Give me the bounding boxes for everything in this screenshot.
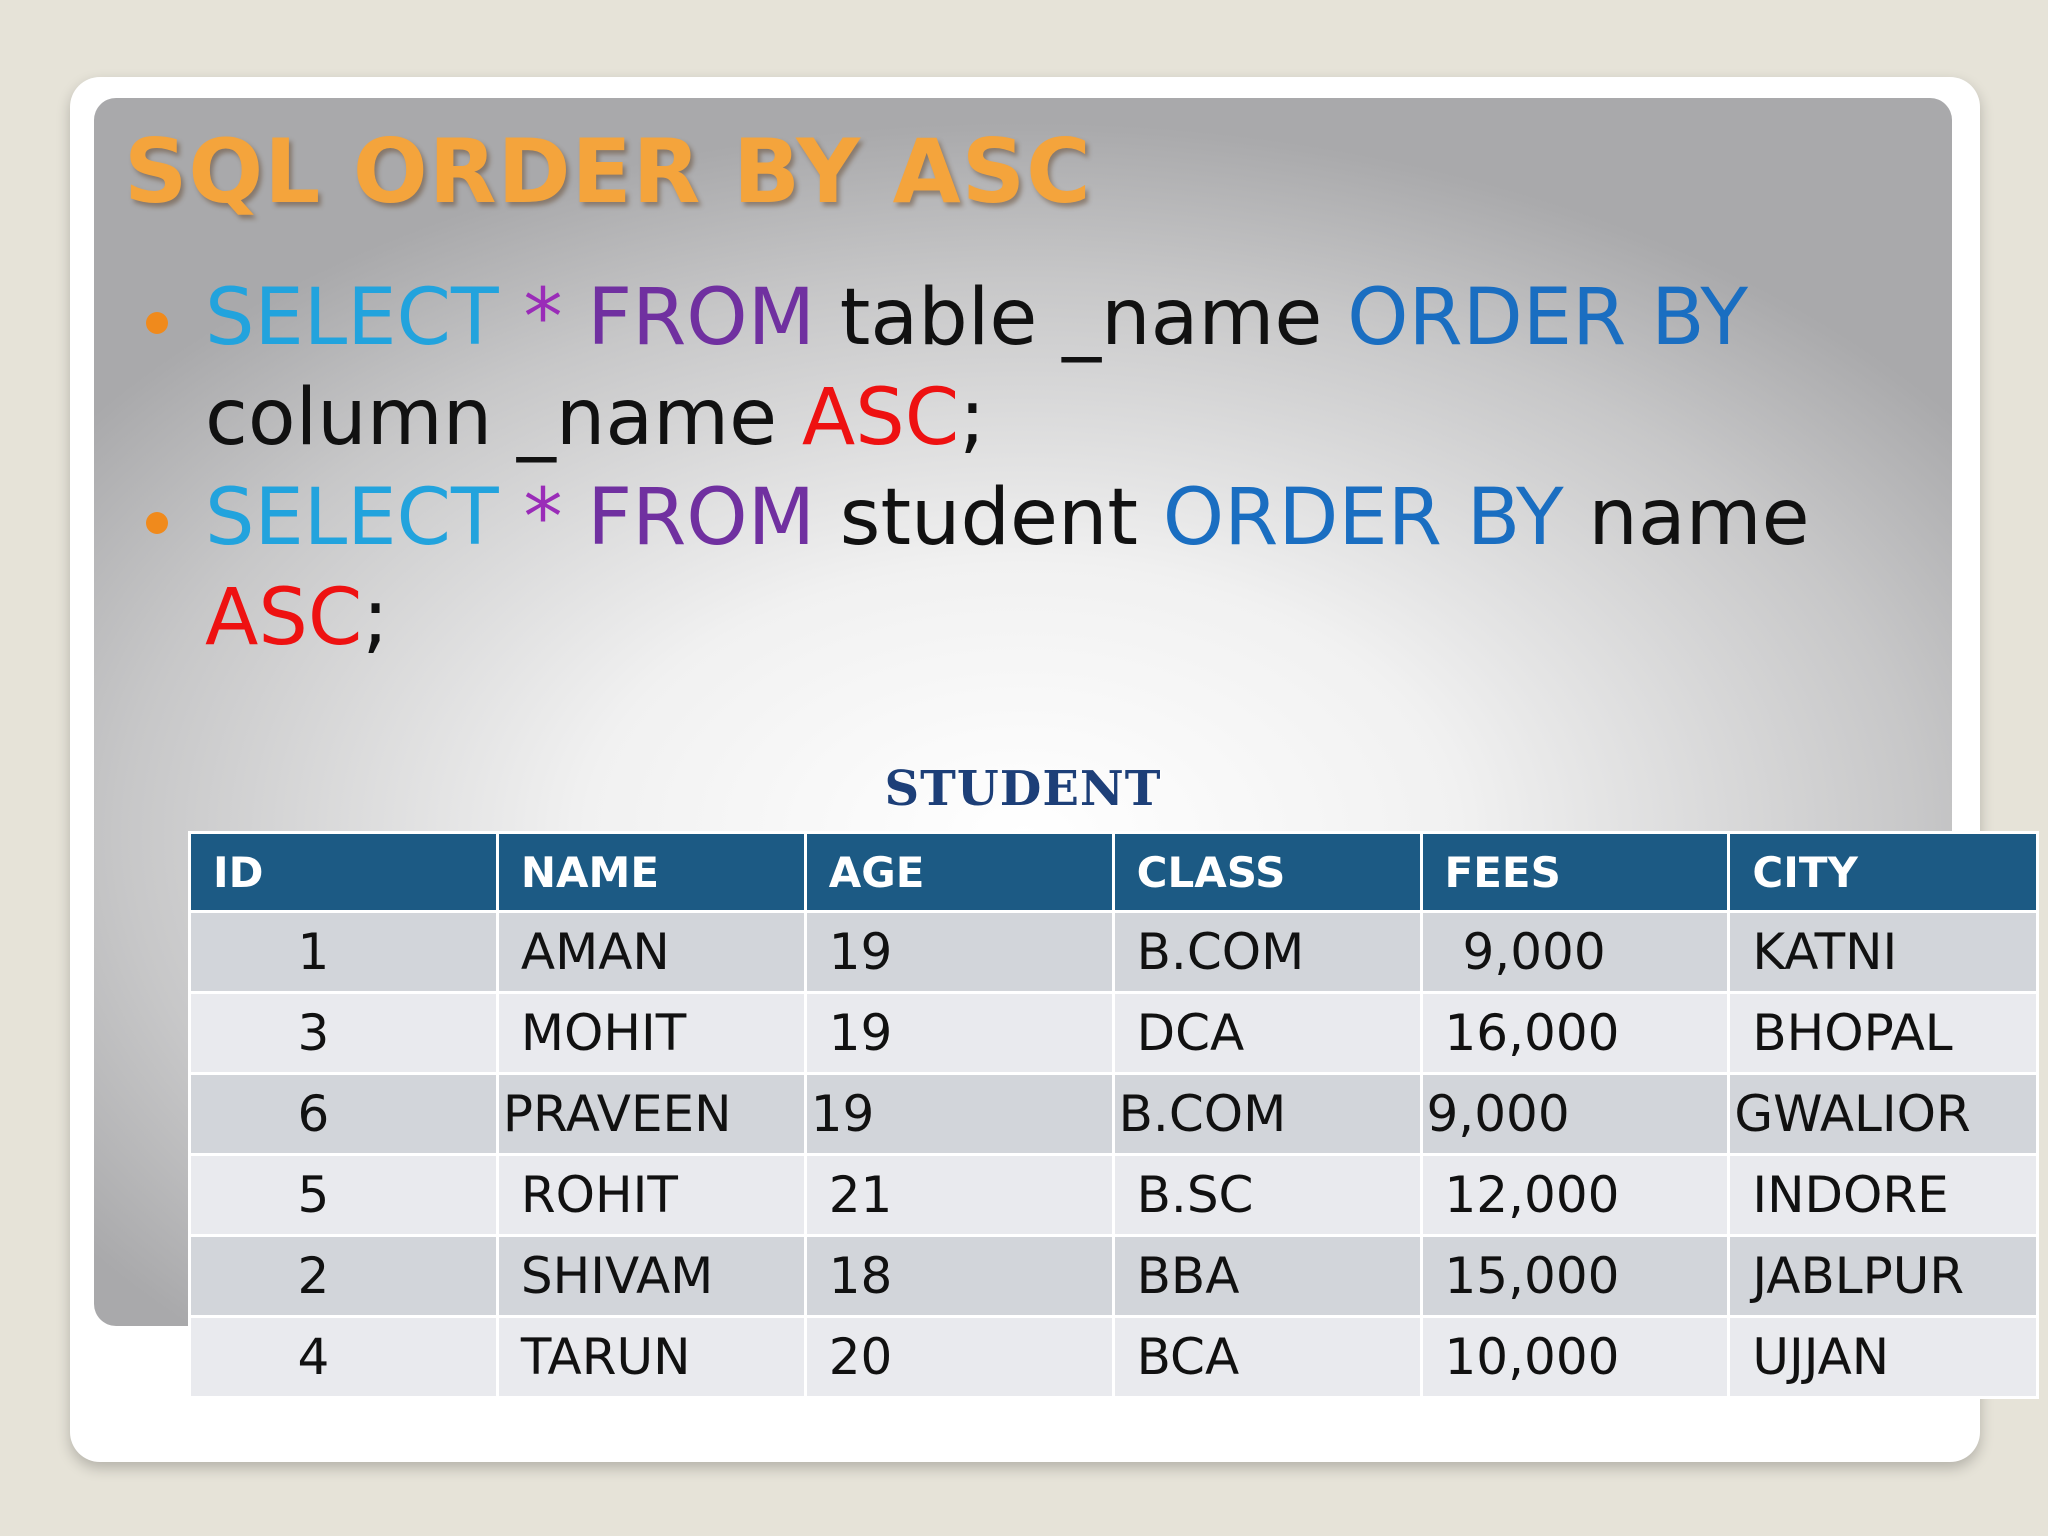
- table-row: [190, 993, 2038, 1074]
- keyword-from: FROM: [587, 473, 816, 563]
- bullet-item-1: [94, 268, 1952, 468]
- table-row: [190, 1317, 2038, 1398]
- cell-name: TARUN: [497, 1317, 805, 1398]
- cell-id: 6: [190, 1074, 498, 1155]
- bullet-item-2: [94, 468, 1952, 668]
- cell-city: JABLPUR: [1729, 1236, 2038, 1317]
- cell-class: BBA: [1113, 1236, 1421, 1317]
- header-name: NAME: [497, 833, 805, 912]
- table-name-text: table _name: [815, 273, 1348, 363]
- cell-class: B.COM: [1113, 1074, 1421, 1155]
- cell-fees: 9,000: [1421, 912, 1729, 993]
- cell-id: 5: [190, 1155, 498, 1236]
- header-id: ID: [190, 833, 498, 912]
- cell-fees: 16,000: [1421, 993, 1729, 1074]
- bullet-2-line-1: [205, 468, 1952, 568]
- cell-id: 3: [190, 993, 498, 1074]
- semicolon: ;: [362, 573, 389, 663]
- cell-city: UJJAN: [1729, 1317, 2038, 1398]
- bullet-2-line-2: [205, 568, 1952, 668]
- table-header-row: [190, 833, 2038, 912]
- cell-age: 19: [805, 1074, 1113, 1155]
- keyword-select: SELECT: [205, 273, 499, 363]
- header-age: AGE: [805, 833, 1113, 912]
- cell-fees: 15,000: [1421, 1236, 1729, 1317]
- cell-name: ROHIT: [497, 1155, 805, 1236]
- cell-id: 1: [190, 912, 498, 993]
- cell-age: 20: [805, 1317, 1113, 1398]
- table-row: [190, 912, 2038, 993]
- keyword-select: SELECT: [205, 473, 499, 563]
- column-name-text: column _name: [205, 373, 802, 463]
- keyword-asc: ASC: [205, 573, 363, 663]
- bullet-dot-icon: [146, 512, 168, 534]
- cell-fees: 9,000: [1421, 1074, 1729, 1155]
- table-caption: STUDENT: [884, 761, 1162, 817]
- keyword-order-by: ORDER BY: [1162, 473, 1564, 563]
- table-row: [190, 1074, 2038, 1155]
- cell-id: 2: [190, 1236, 498, 1317]
- student-table: [188, 831, 2039, 1399]
- header-class: CLASS: [1113, 833, 1421, 912]
- cell-city: INDORE: [1729, 1155, 2038, 1236]
- table-row: [190, 1155, 2038, 1236]
- column-name-text: name: [1563, 473, 1810, 563]
- keyword-star: *: [498, 273, 588, 363]
- bullet-1-line-2: [205, 368, 1952, 468]
- table-name-text: student: [815, 473, 1163, 563]
- cell-city: GWALIOR: [1729, 1074, 2038, 1155]
- keyword-star: *: [498, 473, 588, 563]
- keyword-asc: ASC: [801, 373, 960, 463]
- cell-name: AMAN: [497, 912, 805, 993]
- keyword-order-by: ORDER BY: [1347, 273, 1748, 363]
- bullet-list: [94, 268, 1952, 668]
- cell-class: B.COM: [1113, 912, 1421, 993]
- cell-age: 21: [805, 1155, 1113, 1236]
- bullet-1-line-1: [205, 268, 1952, 368]
- cell-name: SHIVAM: [497, 1236, 805, 1317]
- semicolon: ;: [959, 373, 986, 463]
- cell-age: 19: [805, 993, 1113, 1074]
- cell-class: DCA: [1113, 993, 1421, 1074]
- cell-class: BCA: [1113, 1317, 1421, 1398]
- cell-class: B.SC: [1113, 1155, 1421, 1236]
- slide-title: SQL ORDER BY ASC: [124, 120, 1092, 223]
- keyword-from: FROM: [587, 273, 816, 363]
- cell-age: 19: [805, 912, 1113, 993]
- header-city: CITY: [1729, 833, 2038, 912]
- cell-city: KATNI: [1729, 912, 2038, 993]
- cell-name: PRAVEEN: [497, 1074, 805, 1155]
- header-fees: FEES: [1421, 833, 1729, 912]
- cell-fees: 12,000: [1421, 1155, 1729, 1236]
- slide-content-panel: [94, 98, 1971, 1386]
- cell-city: BHOPAL: [1729, 993, 2038, 1074]
- cell-age: 18: [805, 1236, 1113, 1317]
- bullet-dot-icon: [146, 312, 168, 334]
- cell-name: MOHIT: [497, 993, 805, 1074]
- cell-id: 4: [190, 1317, 498, 1398]
- table-row: [190, 1236, 2038, 1317]
- cell-fees: 10,000: [1421, 1317, 1729, 1398]
- slide-card: [70, 77, 1980, 1462]
